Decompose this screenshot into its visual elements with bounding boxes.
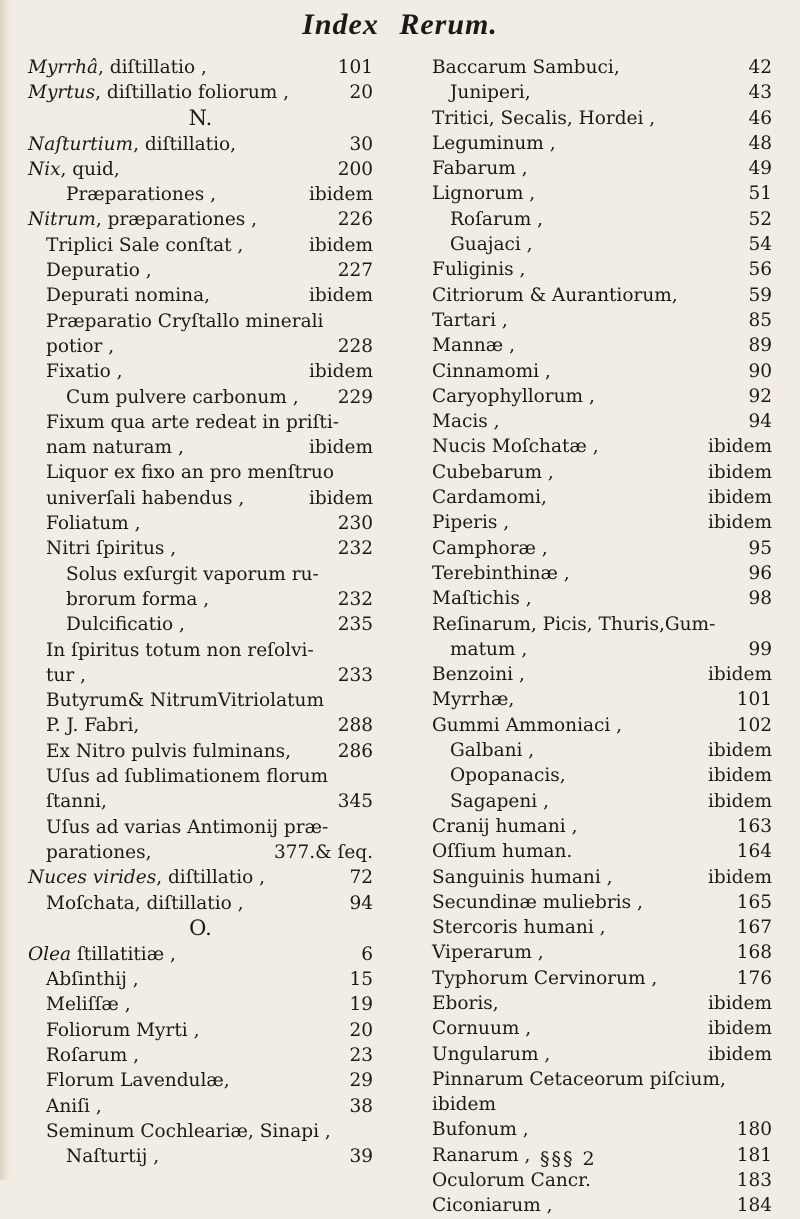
entry-text: Depuratio , [46,260,152,282]
page-reference: 89 [748,335,772,357]
entry-text: ſtanni, [46,791,107,813]
right-index-entry [432,536,772,561]
page-reference: 20 [349,1019,373,1041]
left-index-entry [28,106,373,132]
left-index-entry [28,713,373,738]
page-reference: ibidem [308,437,373,459]
left-index-entry [28,283,373,308]
entry-text: Liquor ex fixo an pro menſtruo [46,462,334,484]
entry-text: Nix, quid, [28,158,120,180]
entry-text: Sagapeni , [450,790,549,812]
right-index-column [432,55,772,1219]
entry-headword: Nuces virides [28,867,157,889]
page-reference: 54 [748,234,772,256]
page-reference: ibidem [707,866,772,888]
entry-text: Pinnarum Cetaceorum piſcium, [432,1068,726,1090]
entry-text: Florum Lavendulæ, [46,1070,230,1092]
page-header [0,8,800,42]
page-reference: 286 [337,740,373,762]
entry-text: Juniperi, [450,82,531,104]
entry-text: Depurati nomina, [46,285,210,307]
entry-text: Leguminum , [432,132,556,154]
page-reference: ibidem [707,512,772,534]
page-reference: 42 [748,57,772,78]
page-reference: 48 [748,132,772,154]
left-index-entry [28,1144,373,1169]
page-reference: 101 [736,689,772,711]
entry-text: Gummi Ammoniaci , [432,714,623,736]
right-index-entry [432,80,772,105]
header-word-rerum: Rerum. [399,8,498,41]
right-index-entry [432,687,772,712]
entry-text: Butyrum& NitrumVitriolatum [46,690,325,712]
entry-text: Nitrum, præparationes , [28,209,258,231]
entry-text: Solus exſurgit vaporum ru- [66,563,319,585]
left-index-entry [28,1094,373,1119]
entry-text: Meliſſæ , [46,994,131,1016]
page-reference: 29 [349,1070,373,1092]
entry-text: Abſinthij , [46,969,139,991]
page-reference: ibidem [707,1018,772,1040]
entry-text: Fabarum , [432,158,528,180]
left-index-entry [28,435,373,460]
left-index-entry [28,359,373,384]
left-index-entry [28,815,373,840]
page-reference: 345 [337,791,373,813]
right-index-entry [432,510,772,535]
page-reference: 99 [748,638,772,660]
entry-text: Aniſi , [46,1095,102,1117]
entry-text: Naſturtij , [66,1146,160,1168]
page-reference: ibidem [308,285,373,307]
page-reference: ibidem [707,664,772,686]
page-reference: 85 [748,309,772,331]
entry-text: Naſturtium, diſtillatio, [28,133,237,155]
page-reference: 46 [748,107,772,129]
entry-headword: Naſturtium [28,133,134,155]
left-index-entry [28,182,373,207]
entry-text: Oculorum Cancr. [432,1170,591,1192]
page-reference: 20 [349,82,373,104]
page-reference: ibidem [707,461,772,483]
entry-text: Dulcificatio , [66,614,185,636]
section-letter: N. [188,105,213,130]
page-reference: 92 [748,385,772,407]
page-reference: 94 [748,411,772,433]
right-index-entry [432,713,772,738]
entry-text: Sanguinis humani , [432,866,613,888]
entry-text: P. J. Fabri, [46,715,140,737]
entry-text: Ungularum , [432,1043,551,1065]
entry-text: Tartari , [432,309,508,331]
page-reference: 39 [349,1146,373,1168]
entry-text: Præparatio Cryſtallo minerali [46,310,324,332]
entry-text: Baccarum Sambuci, [432,57,620,78]
page-reference: 52 [748,208,772,230]
page-reference: ibidem [308,184,373,206]
section-letter: O. [189,915,212,940]
page-reference: ibidem [308,487,373,509]
page-reference: 43 [748,82,772,104]
right-index-entry [432,283,772,308]
page-reference: 229 [337,386,373,408]
entry-text: potior , [46,335,115,357]
page-reference: 377.& ſeq. [273,841,373,863]
left-index-entry [28,1119,373,1144]
entry-text: Oſſium human. [432,841,573,863]
right-index-entry [432,359,772,384]
right-index-entry [432,485,772,510]
right-index-entry [432,966,772,991]
left-index-entry [28,536,373,561]
entry-text: Fixum qua arte redeat in priſti- [46,411,340,433]
left-index-entry [28,55,373,80]
right-index-entry [432,940,772,965]
entry-text: Foliatum , [46,513,141,535]
page-reference: 232 [337,588,373,610]
entry-text: nam naturam , [46,437,184,459]
page-reference: ibidem [707,992,772,1014]
page-reference: 6 [361,943,373,965]
entry-text: Citriorum & Aurantiorum, [432,284,678,306]
page-reference: 19 [349,994,373,1016]
entry-text: Viperarum , [432,942,544,964]
left-index-entry [28,789,373,814]
entry-text: brorum forma , [66,588,210,610]
entry-text: Reſinarum, Picis, Thuris,Gum- [432,613,716,635]
right-index-entry [432,839,772,864]
left-index-entry [28,992,373,1017]
entry-text: Triplici Sale conſtat , [46,234,244,256]
page-reference: 233 [337,664,373,686]
entry-headword: Myrrhâ [28,57,99,78]
right-index-entry [432,308,772,333]
page-reference: 167 [736,917,772,939]
page-reference: 168 [736,942,772,964]
entry-text: ibidem [432,1094,497,1116]
left-index-column [28,55,373,1169]
left-index-entry [28,207,373,232]
page-reference: ibidem [707,487,772,509]
entry-text: Typhorum Cervinorum , [432,967,658,989]
entry-text: Camphoræ , [432,537,548,559]
entry-text: Terebinthinæ , [432,562,570,584]
page-reference: 226 [337,209,373,231]
right-index-entry [432,55,772,80]
entry-text: Nitri ſpiritus , [46,538,177,560]
entry-text: Lignorum , [432,183,536,205]
right-index-entry [432,865,772,890]
entry-text: Galbani , [450,740,535,762]
page-reference: 101 [337,57,373,78]
page-reference: 228 [337,335,373,357]
right-index-entry [432,232,772,257]
entry-text: Piperis , [432,512,510,534]
page-reference: 90 [748,360,772,382]
entry-text: Moſchata, diſtillatio , [46,892,244,914]
left-index-entry [28,739,373,764]
entry-text: Cornuum , [432,1018,532,1040]
right-index-entry [432,1016,772,1041]
page-reference: 51 [748,183,772,205]
left-index-entry [28,486,373,511]
left-index-entry [28,638,373,663]
page-reference: 102 [736,714,772,736]
left-index-entry [28,258,373,283]
page-reference: 288 [337,715,373,737]
left-index-entry [28,410,373,435]
entry-text: Uſus ad ſublimationem florum [46,766,329,788]
left-index-entry [28,233,373,258]
entry-text: Nuces virides, diſtillatio , [28,867,266,889]
entry-headword: Nitrum [28,209,96,231]
page-reference: ibidem [707,740,772,762]
entry-text: Cinnamomi , [432,360,551,382]
left-index-entry [28,942,373,967]
right-index-entry [432,106,772,131]
left-index-entry [28,1018,373,1043]
page-reference: 49 [748,158,772,180]
page-reference: ibidem [707,1043,772,1065]
entry-text: Seminum Cochleariæ, Sinapi , [46,1120,331,1142]
entry-text: matum , [450,638,528,660]
right-index-entry [432,460,772,485]
left-index-entry [28,80,373,105]
left-index-entry [28,460,373,485]
entry-text: Secundinæ muliebris , [432,891,643,913]
left-index-entry [28,916,373,942]
page-reference: 94 [349,892,373,914]
right-index-entry [432,1168,772,1193]
page-reference: 235 [337,614,373,636]
page-reference: 164 [736,841,772,863]
entry-text: Myrrhæ, [432,689,515,711]
right-index-entry [432,763,772,788]
right-index-entry [432,789,772,814]
page-reference: 181 [736,1144,772,1166]
left-index-entry [28,764,373,789]
entry-text: Fixatio , [46,361,123,383]
left-index-entry [28,157,373,182]
entry-text: tur , [46,664,86,686]
page-reference: 230 [337,513,373,535]
entry-text: Ex Nitro pulvis fulminans, [46,740,292,762]
left-index-entry [28,385,373,410]
right-index-entry [432,1193,772,1218]
entry-text: Eboris, [432,992,499,1014]
left-index-entry [28,840,373,865]
page-reference: 95 [748,537,772,559]
right-index-entry [432,181,772,206]
entry-text: Bufonum , [432,1119,529,1141]
entry-text: Cum pulvere carbonum , [66,386,299,408]
right-index-entry [432,156,772,181]
entry-text: Guajaci , [450,234,533,256]
left-index-entry [28,1043,373,1068]
left-index-entry [28,891,373,916]
entry-text: Olea ſtillatitiæ , [28,943,176,965]
page-reference: 59 [748,284,772,306]
right-index-entry [432,131,772,156]
right-index-entry [432,915,772,940]
right-index-entry [432,257,772,282]
entry-headword: Myrtus [28,82,96,104]
right-index-entry [432,409,772,434]
entry-text: Fuliginis , [432,259,526,281]
page-reference: 98 [748,588,772,610]
page-reference: 163 [736,815,772,837]
right-index-entry [432,1067,772,1092]
entry-text: Mannæ , [432,335,515,357]
entry-text: Benzoini , [432,664,525,686]
right-index-entry [432,561,772,586]
left-index-entry [28,587,373,612]
page-reference: ibidem [308,234,373,256]
entry-text: Cardamomi, [432,487,547,509]
page-reference: 180 [736,1119,772,1141]
page-reference: 96 [748,562,772,584]
entry-text: Cranij humani , [432,815,578,837]
left-index-entry [28,612,373,637]
entry-text: parationes, [46,841,152,863]
page-reference: 200 [337,158,373,180]
right-index-entry [432,586,772,611]
entry-text: In ſpiritus totum non reſolvi- [46,639,314,661]
entry-text: Roſarum , [46,1044,140,1066]
page-reference: ibidem [308,361,373,383]
entry-text: Myrtus, diſtillatio foliorum , [28,82,290,104]
page-reference: ibidem [707,790,772,812]
left-index-entry [28,688,373,713]
right-index-entry [432,637,772,662]
right-index-entry [432,207,772,232]
page-reference: 227 [337,260,373,282]
entry-text: Uſus ad varias Antimonij præ- [46,816,329,838]
left-index-entry [28,562,373,587]
right-index-entry [432,384,772,409]
entry-text: Cubebarum , [432,461,554,483]
left-index-entry [28,334,373,359]
page-reference: 15 [349,969,373,991]
left-index-entry [28,663,373,688]
left-index-entry [28,132,373,157]
entry-headword: Olea [28,943,72,965]
right-index-entry [432,434,772,459]
page-reference: ibidem [707,436,772,458]
entry-text: Macis , [432,411,500,433]
entry-text: Opopanacis, [450,765,566,787]
page-reference: 165 [736,891,772,913]
right-index-entry [432,1092,772,1117]
entry-text: Foliorum Myrti , [46,1019,200,1041]
left-index-entry [28,511,373,536]
entry-text: Præparationes , [66,184,217,206]
right-index-entry [432,662,772,687]
entry-text: Maſtichis , [432,588,532,610]
right-index-entry [432,738,772,763]
page-reference: 72 [349,867,373,889]
right-index-entry [432,814,772,839]
entry-text: univerſali habendus , [46,487,245,509]
page-reference: ibidem [707,765,772,787]
page-reference: 38 [349,1095,373,1117]
entry-headword: Nix [28,158,61,180]
entry-text: Nucis Moſchatæ , [432,436,599,458]
page-reference: 184 [736,1195,772,1217]
signature-mark: §§§ 2 [540,1148,597,1170]
right-index-entry [432,1143,772,1168]
right-index-entry [432,991,772,1016]
right-index-entry [432,1117,772,1142]
entry-text: Myrrhâ, diſtillatio , [28,57,207,78]
right-index-entry [432,612,772,637]
entry-text: Caryophyllorum , [432,385,595,407]
page-reference: 23 [349,1044,373,1066]
entry-text: Ranarum , [432,1144,531,1166]
header-word-index: Index [302,8,379,41]
left-index-entry [28,967,373,992]
page-reference: 232 [337,538,373,560]
page-reference: 183 [736,1170,772,1192]
right-index-entry [432,1042,772,1067]
page-reference: 56 [748,259,772,281]
right-index-entry [432,890,772,915]
entry-text: Tritici, Secalis, Hordei , [432,107,656,129]
page-reference: 176 [736,967,772,989]
entry-text: Ciconiarum , [432,1195,553,1217]
page-reference: 30 [349,133,373,155]
page-edge-shadow [0,0,10,1180]
left-index-entry [28,1068,373,1093]
entry-text: Roſarum , [450,208,544,230]
left-index-entry [28,309,373,334]
right-index-entry [432,333,772,358]
left-index-entry [28,865,373,890]
entry-text: Stercoris humani , [432,917,606,939]
